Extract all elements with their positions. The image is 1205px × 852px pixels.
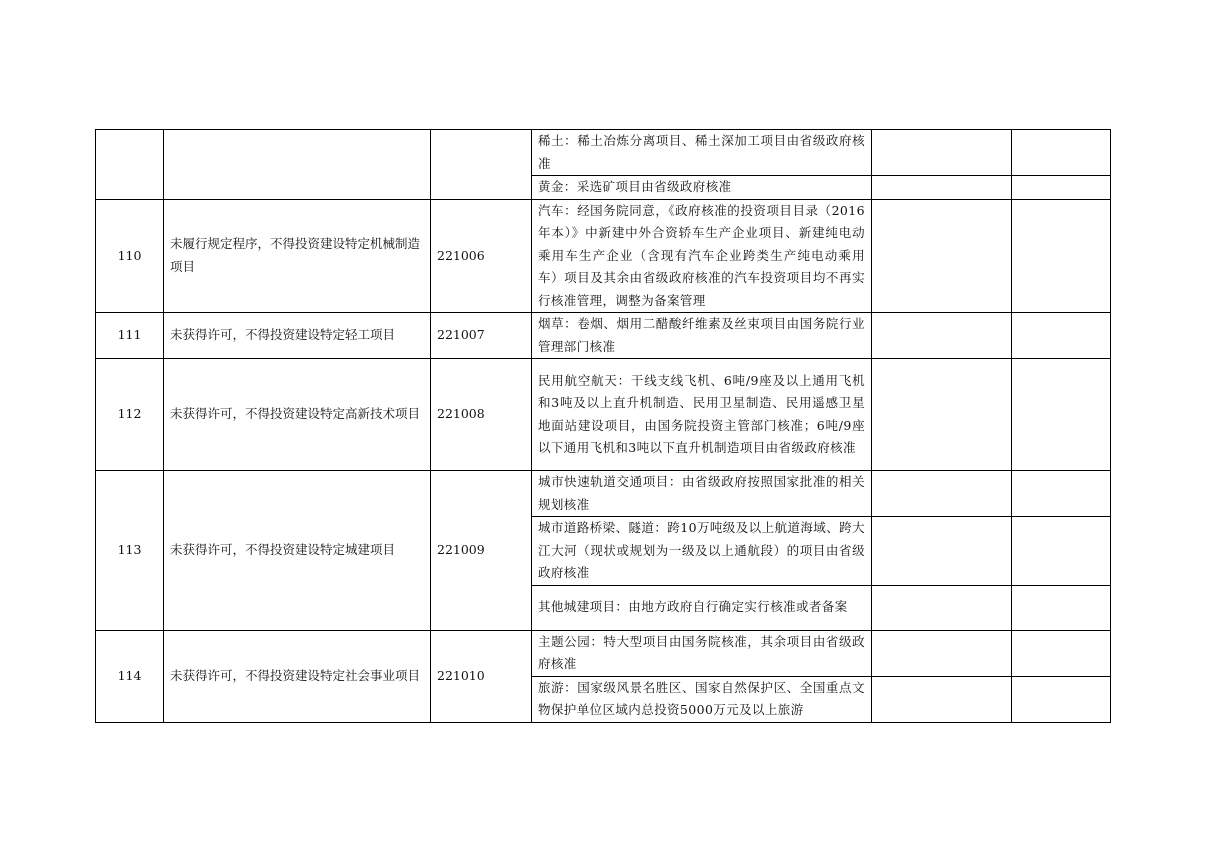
- item-detail-cell: 城市道路桥梁、隧道：跨10万吨级及以上航道海域、跨大江大河（现状或规划为一级及以上通航段）的项目由省级政府核准: [532, 517, 872, 586]
- item-number-cell: 110: [96, 199, 164, 313]
- item-name-cell: 未获得许可，不得投资建设特定社会事业项目: [164, 630, 431, 722]
- item-detail-cell: 其他城建项目：由地方政府自行确定实行核准或者备案: [532, 585, 872, 630]
- table-row: [96, 359, 1111, 471]
- empty-cell: [1012, 517, 1111, 586]
- item-name-cell: [164, 130, 431, 200]
- empty-cell: [1012, 176, 1111, 200]
- table-row: [96, 313, 1111, 359]
- empty-cell: [872, 359, 1012, 471]
- empty-cell: [1012, 585, 1111, 630]
- empty-cell: [872, 176, 1012, 200]
- empty-cell: [1012, 313, 1111, 359]
- item-detail-cell: 稀土：稀土冶炼分离项目、稀土深加工项目由省级政府核准: [532, 130, 872, 176]
- project-approval-table: [95, 129, 1111, 723]
- table-body: [96, 130, 1111, 723]
- empty-cell: [872, 630, 1012, 676]
- table-row: [96, 130, 1111, 176]
- item-detail-cell: 民用航空航天：干线支线飞机、6吨/9座及以上通用飞机和3吨及以上直升机制造、民用卫星制造、民用遥感卫星地面站建设项目，由国务院投资主管部门核准；6吨/9座以下通用飞机和3吨以下直升机制造项目由省级政府核准: [532, 359, 872, 471]
- item-name-cell: 未获得许可，不得投资建设特定轻工项目: [164, 313, 431, 359]
- empty-cell: [1012, 359, 1111, 471]
- table-row: [96, 199, 1111, 313]
- empty-cell: [1012, 630, 1111, 676]
- item-name-cell: 未获得许可，不得投资建设特定城建项目: [164, 471, 431, 631]
- empty-cell: [872, 130, 1012, 176]
- empty-cell: [1012, 471, 1111, 517]
- item-number-cell: 112: [96, 359, 164, 471]
- item-number-cell: 111: [96, 313, 164, 359]
- table-row: [96, 630, 1111, 676]
- empty-cell: [1012, 199, 1111, 313]
- item-detail-cell: 黄金：采选矿项目由省级政府核准: [532, 176, 872, 200]
- item-code-cell: 221009: [431, 471, 532, 631]
- item-code-cell: 221010: [431, 630, 532, 722]
- item-detail-cell: 烟草：卷烟、烟用二醋酸纤维素及丝束项目由国务院行业管理部门核准: [532, 313, 872, 359]
- item-name-cell: 未履行规定程序，不得投资建设特定机械制造项目: [164, 199, 431, 313]
- item-number-cell: [96, 130, 164, 200]
- item-number-cell: 113: [96, 471, 164, 631]
- empty-cell: [1012, 676, 1111, 722]
- item-code-cell: [431, 130, 532, 200]
- empty-cell: [872, 517, 1012, 586]
- item-detail-cell: 旅游：国家级风景名胜区、国家自然保护区、全国重点文物保护单位区域内总投资5000万元及以上旅游: [532, 676, 872, 722]
- item-code-cell: 221006: [431, 199, 532, 313]
- item-name-cell: 未获得许可，不得投资建设特定高新技术项目: [164, 359, 431, 471]
- empty-cell: [872, 585, 1012, 630]
- empty-cell: [1012, 130, 1111, 176]
- item-number-cell: 114: [96, 630, 164, 722]
- item-detail-cell: 汽车：经国务院同意，《政府核准的投资项目目录（2016年本）》中新建中外合资轿车生产企业项目、新建纯电动乘用车生产企业（含现有汽车企业跨类生产纯电动乘用车）项目及其余由省级政府核准的汽车投资项目均不再实行核准管理，调整为备案管理: [532, 199, 872, 313]
- empty-cell: [872, 199, 1012, 313]
- item-code-cell: 221008: [431, 359, 532, 471]
- item-code-cell: 221007: [431, 313, 532, 359]
- item-detail-cell: 主题公园：特大型项目由国务院核准，其余项目由省级政府核准: [532, 630, 872, 676]
- table-row: [96, 471, 1111, 517]
- item-detail-cell: 城市快速轨道交通项目：由省级政府按照国家批准的相关规划核准: [532, 471, 872, 517]
- empty-cell: [872, 676, 1012, 722]
- empty-cell: [872, 471, 1012, 517]
- empty-cell: [872, 313, 1012, 359]
